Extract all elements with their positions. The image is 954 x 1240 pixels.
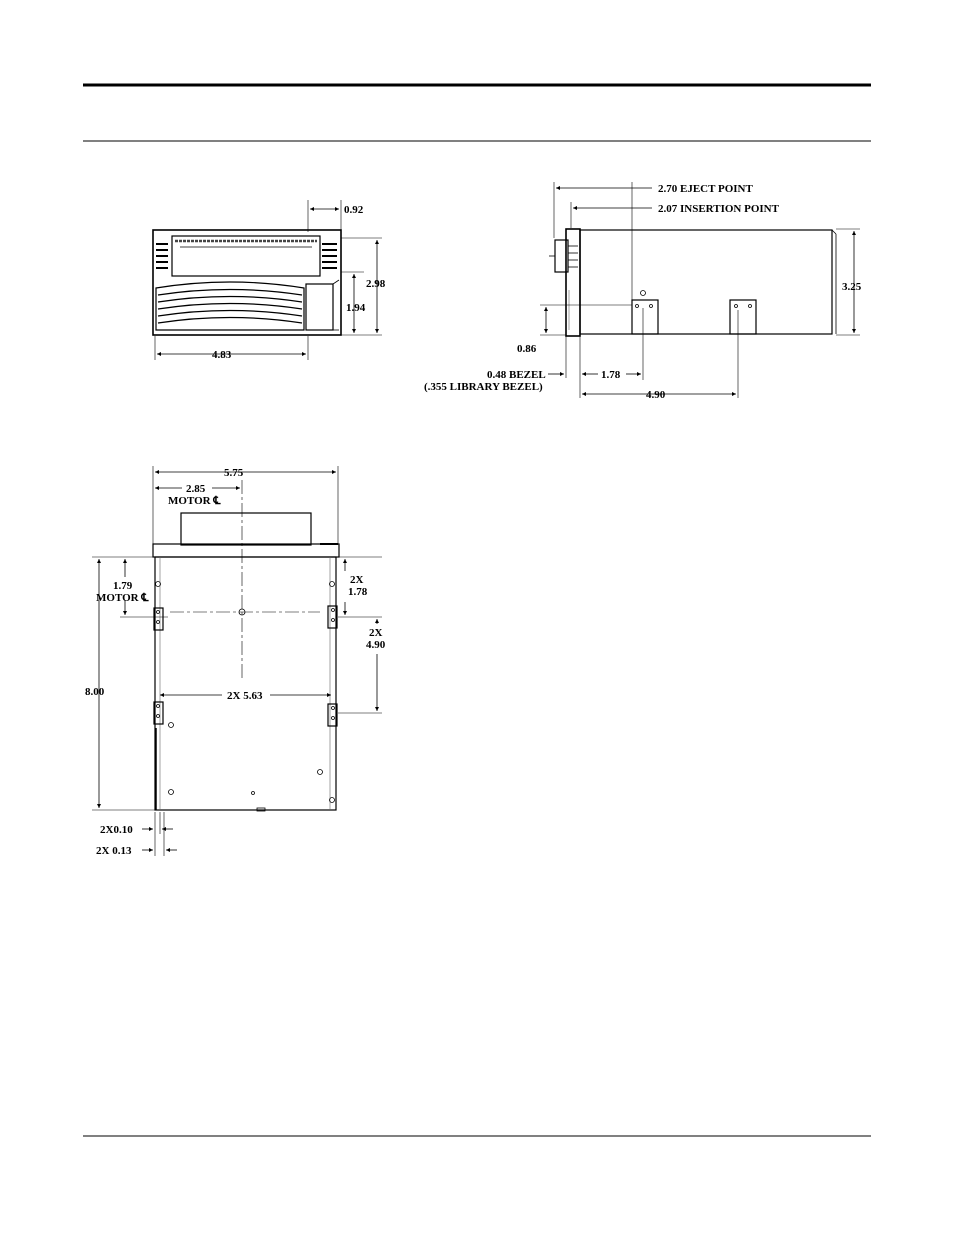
top-body bbox=[155, 557, 336, 810]
side-screw bbox=[641, 291, 646, 296]
side-dim-1-78: 1.78 bbox=[601, 369, 621, 381]
front-right-vents bbox=[322, 244, 337, 268]
side-dim-insertion-point: 2.07 INSERTION POINT bbox=[658, 203, 779, 215]
top-screw bbox=[318, 770, 323, 775]
top-dim-2x-0-13: 2X 0.13 bbox=[96, 845, 132, 857]
front-dim-4-83: 4.83 bbox=[212, 349, 232, 361]
top-screw bbox=[169, 790, 174, 795]
side-dim-bezel: 0.48 BEZEL bbox=[487, 369, 546, 381]
top-dim-4-90: 4.90 bbox=[366, 639, 386, 651]
top-dim-2x-5-63: 2X 5.63 bbox=[227, 690, 263, 702]
top-dim-2x-a: 2X bbox=[350, 574, 364, 586]
top-motor-housing bbox=[181, 513, 311, 545]
top-dim-1-78: 1.78 bbox=[348, 586, 368, 598]
top-dim-2x-b: 2X bbox=[369, 627, 383, 639]
front-dim-2-98: 2.98 bbox=[366, 278, 386, 290]
side-view bbox=[424, 182, 862, 401]
top-dim-5-75: 5.75 bbox=[224, 467, 244, 479]
front-lower-slots bbox=[158, 290, 302, 324]
side-dim-0-86: 0.86 bbox=[517, 343, 537, 355]
top-dim-motor-y-label: MOTOR ℄ bbox=[96, 592, 149, 604]
top-view bbox=[85, 466, 386, 857]
front-eject-button bbox=[306, 284, 333, 330]
side-body bbox=[580, 230, 832, 334]
front-view bbox=[153, 200, 386, 361]
side-dim-4-90: 4.90 bbox=[646, 389, 666, 401]
side-dim-3-25: 3.25 bbox=[842, 281, 862, 293]
side-bracket-2 bbox=[730, 300, 756, 334]
side-dim-library-bezel: (.355 LIBRARY BEZEL) bbox=[424, 381, 543, 393]
top-dim-1-79: 1.79 bbox=[113, 580, 133, 592]
top-dim-2x0-10: 2X0.10 bbox=[100, 824, 133, 836]
front-dim-0-92: 0.92 bbox=[344, 204, 364, 216]
top-screw bbox=[169, 723, 174, 728]
top-dim-motor-x-label: MOTOR ℄ bbox=[168, 495, 221, 507]
top-screw bbox=[252, 792, 255, 795]
front-left-vents bbox=[156, 244, 168, 268]
top-bezel-strip bbox=[153, 544, 339, 557]
top-dim-8-00: 8.00 bbox=[85, 686, 105, 698]
top-dim-2-85: 2.85 bbox=[186, 483, 206, 495]
side-dim-eject-point: 2.70 EJECT POINT bbox=[658, 183, 753, 195]
front-dim-1-94: 1.94 bbox=[346, 302, 366, 314]
